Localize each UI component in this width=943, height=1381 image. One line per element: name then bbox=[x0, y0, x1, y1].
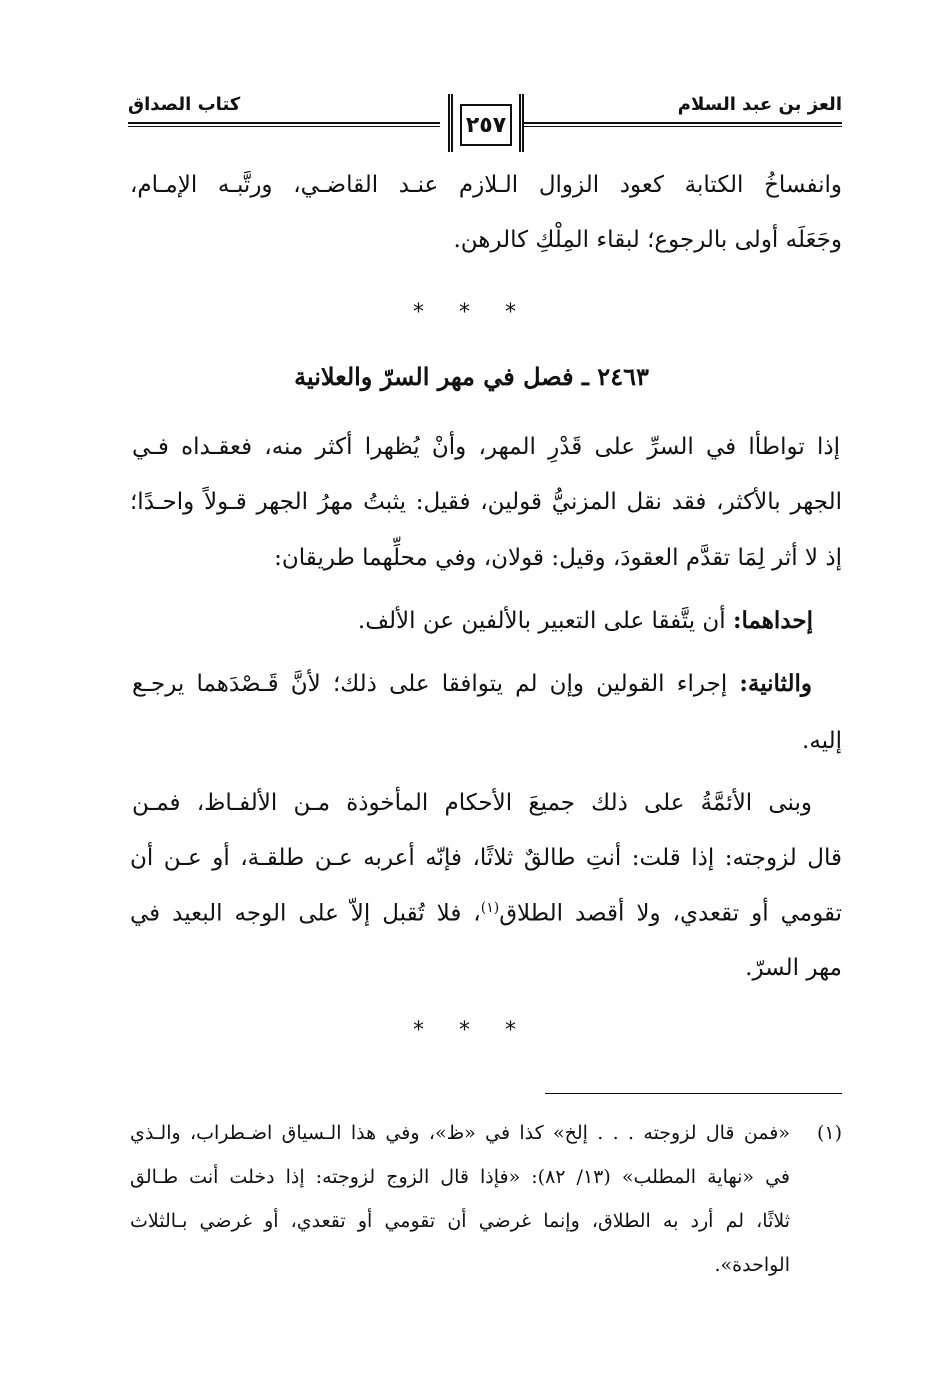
footnote-line-3: ثلاثًا، لم أرد به الطلاق، وإنما غرضي أن تقومي أو تقعدي، أو غرضي بـالثلاث bbox=[130, 1210, 790, 1232]
paragraph-3-line-3 bbox=[130, 900, 842, 927]
book-section-title: كتاب الصداق bbox=[128, 94, 241, 115]
paragraph-1-line-1: إذا تواطأا في السرِّ على قَدْرِ المهر، وأنْ يُظهرا أكثر منه، فعقـداه فـي bbox=[132, 434, 840, 460]
paragraph-3-line-3-end: ، فلا تُقبل إلاّ على الوجه البعيد في bbox=[130, 900, 481, 927]
page-number: ٢٥٧ bbox=[460, 104, 512, 146]
paragraph-1-line-2: الجهر بالأكثر، فقد نقل المزنيُّ قولين، فقيل: يثبتُ مهرُ الجهر قـولاً واحـدًا؛ bbox=[130, 489, 842, 515]
section-heading: ٢٤٦٣ ـ فصل في مهر السرّ والعلانية bbox=[294, 362, 649, 391]
author-title: العز بن عبد السلام bbox=[677, 94, 842, 115]
section-separator: * * * bbox=[413, 300, 530, 325]
first-opinion bbox=[358, 607, 813, 634]
paragraph-3-line-2: قال لزوجته: إذا قلت: أنتِ طالقٌ ثلاثًا، فإنّه أعربه عـن طلقـة، أو عـن أن bbox=[130, 845, 842, 871]
first-opinion-text: أن يتَّفقا على التعبير بالألفين عن الألف. bbox=[357, 608, 733, 634]
paragraph-3-line-4: مهر السرّ. bbox=[745, 955, 842, 981]
intro-line-1: وانفساخُ الكتابة كعود الزوال الـلازم عنـد القاضـي، ورتَّبـه الإمـام، bbox=[130, 172, 842, 198]
second-opinion bbox=[132, 670, 812, 697]
footnote-reference[interactable]: (١) bbox=[480, 900, 500, 916]
header-thin-rule-left bbox=[128, 126, 440, 127]
footnote-rule bbox=[545, 1093, 842, 1094]
section-separator-bottom: * * * bbox=[413, 1018, 530, 1043]
second-opinion-label: والثانية: bbox=[739, 670, 812, 697]
paragraph-3-line-3-start: تقومي أو تقعدي، ولا أقصد الطلاق bbox=[499, 900, 842, 927]
page-number-frame bbox=[448, 94, 524, 152]
header-thin-rule-right bbox=[524, 126, 842, 127]
first-opinion-label: إحداهما: bbox=[733, 607, 813, 634]
footnote-line-2: في «نهاية المطلب» (١٣/ ٨٢): «فإذا قال الزوج لزوجته: إذا دخلت أنت طـالق bbox=[130, 1166, 790, 1188]
footnote-line-4: الواحدة». bbox=[714, 1254, 790, 1276]
header-rule-right bbox=[524, 122, 842, 124]
header-rule-left bbox=[128, 122, 440, 124]
footnote-marker: (١) bbox=[816, 1122, 842, 1144]
paragraph-1-line-3: إذ لا أثر لِمَا تقدَّم العقودَ، وقيل: قولان، وفي محلِّهما طريقان: bbox=[274, 545, 842, 571]
footnote-line-1: «فمن قال لزوجته . . . إلخ» كذا في «ظ»، وفي هذا الـسياق اضـطراب، والـذي bbox=[130, 1122, 790, 1144]
second-opinion-line-2: إليه. bbox=[802, 728, 842, 754]
paragraph-3-line-1: وبنى الأئمَّةُ على ذلك جميعَ الأحكام المأخوذة مـن الألفـاظ، فمـن bbox=[132, 790, 812, 816]
intro-line-2: وجَعَلَه أولى بالرجوع؛ لبقاء المِلْكِ كالرهن. bbox=[453, 227, 842, 253]
second-opinion-text: إجراء القولين وإن لم يتوافقا على ذلك؛ لأنَّ قَـصْدَهما يرجـع bbox=[132, 671, 740, 697]
